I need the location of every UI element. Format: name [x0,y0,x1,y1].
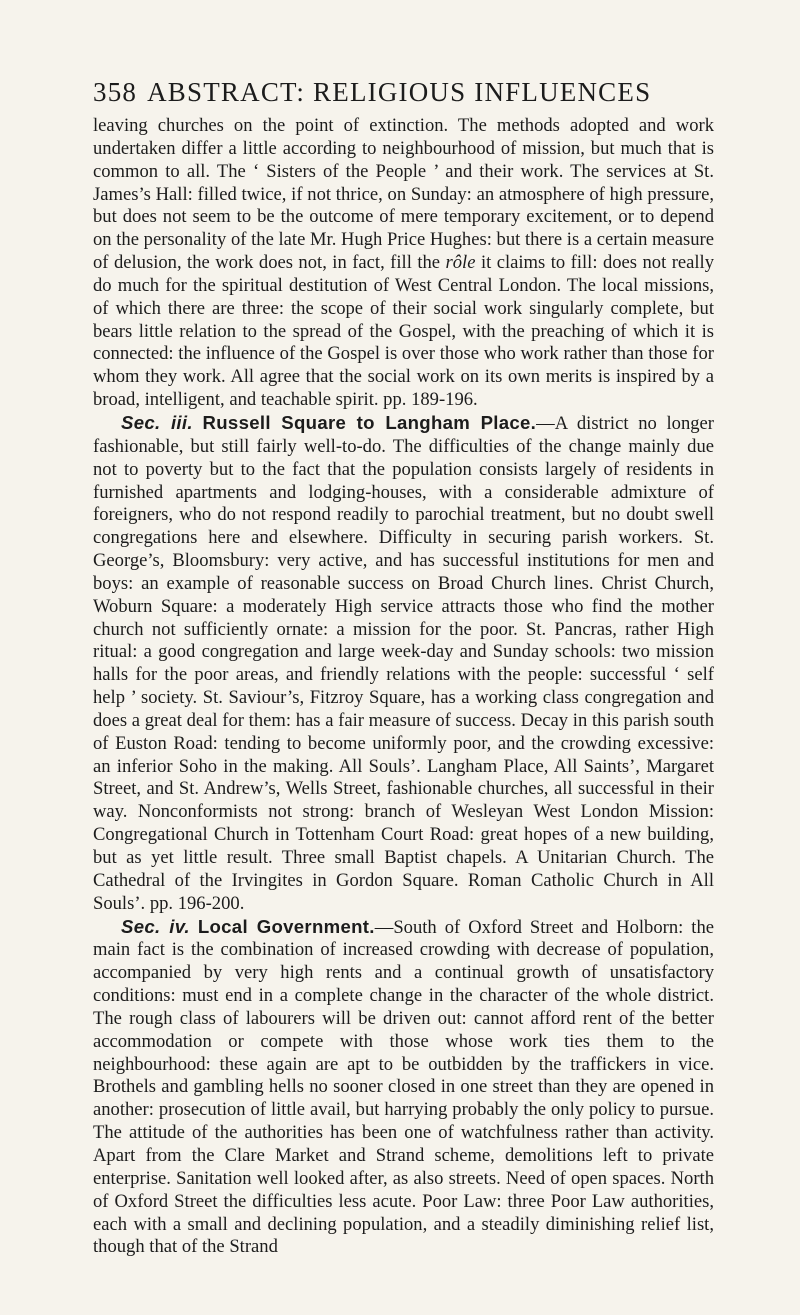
section-iv-label: Sec. iv. [121,915,190,937]
section-iii-heading: Russell Square to Langham Place. [202,411,537,433]
section-iv-heading: Local Government. [197,915,375,937]
running-head [93,74,713,110]
section-iii-paragraph [93,412,714,916]
section-iv-text: —South of Oxford Street and Holborn: the main fact is the combination of increased crowding with decrease of population, accompanied by very high rents and a continual growth of unsatisfactory conditions: must end in a complete change in the character of the whole district. The rough class of labourers will be driven out: cannot afford rent of the better accommodation or compete with those whose work ties them to the neighbourhood: these again are apt to be outbidden by the traffickers in vice. Brothels and gambling hells no sooner closed in one street than they are opened in another: prosecution of little avail, but harrying probably the only policy to pursue. The attitude of the authorities has been one of watchfulness rather than activity. Apart from the Clare Market and Strand scheme, demolitions left to private enterprise. Sanitation well looked after, as also streets. Need of open spaces. North of Oxford Street the difficulties less acute. Poor Law: three Poor Law authorities, each with a small and declining population, and a steadily diminishing relief list, though that of the Strand [93,916,714,1258]
italic-word: rôle [445,252,476,274]
page-number: 358 [93,77,138,107]
paragraph-1-text-a: leaving churches on the point of extinction. The methods adopted and work undertaken differ a little according to neighbourhood of mission, but much that is common to all. The ‘ Sisters of the People ’ and their work. The services at St. James’s Hall: filled twice, if not thrice, on Sunday: an atmosphere of high pressure, but does not seem to be the outcome of mere temporary excitement, or to depend on the personality of the late Mr. Hugh Price Hughes: but there is a certain measure of delusion, the work does not, in fact, fill the [93,115,714,274]
body-text [93,115,714,1259]
paragraph-1-text-b: it claims to fill: does not really do much for the spiritual destitution of West Central London. The local missions, of which there are three: the scope of their social work singularly complete, but bears little relation to the spread of the Gospel, with the preaching of which it is connected: the influence of the Gospel is over those who work rather than those for whom they work. All agree that the social work on its own merits is inspired by a broad, intelligent, and teachable spirit. pp. 189-196. [93,252,715,411]
page-title: ABSTRACT: RELIGIOUS INFLUENCES [147,77,652,107]
section-iii-text: —A district no longer fashionable, but still fairly well-to-do. The difficulties of the change mainly due not to poverty but to the fact that the population consists largely of residents in furnished apartments and lodging-houses, with a considerable admixture of foreigners, who do not respond readily to parochial treatment, but no doubt swell congregations here and elsewhere. Difficulty in securing parish workers. St. George’s, Bloomsbury: very active, and has successful institutions for men and boys: an example of reasonable success on Broad Church lines. Christ Church, Woburn Square: a moderately High service attracts those who find the mother church not sufficiently ornate: a mission for the poor. St. Pancras, rather High ritual: a good congregation and large week-day and Sunday schools: two mission halls for the poor areas, and friendly relations with the people: successful ‘ self help ’ society. St. Saviour’s, Fitzroy Square, has a working class congregation and does a great deal for them: has a fair measure of success. Decay in this parish south of Euston Road: tending to become uniformly poor, and the crowding excessive: an inferior Soho in the making. All Souls’. Langham Place, All Saints’, Margaret Street, and St. Andrew’s, Wells Street, fashionable churches, all successful in their way. Nonconformists not strong: branch of Wesleyan West London Mission: Congregational Church in Tottenham Court Road: great hopes of a new building, but as yet little result. Three small Baptist chapels. A Unitarian Church. The Cathedral of the Irvingites in Gordon Square. Roman Catholic Church in All Souls’. pp. 196-200. [93,412,714,914]
paragraph-1 [93,115,714,412]
section-iv-paragraph [93,916,714,1260]
section-iii-label: Sec. iii. [121,411,193,433]
